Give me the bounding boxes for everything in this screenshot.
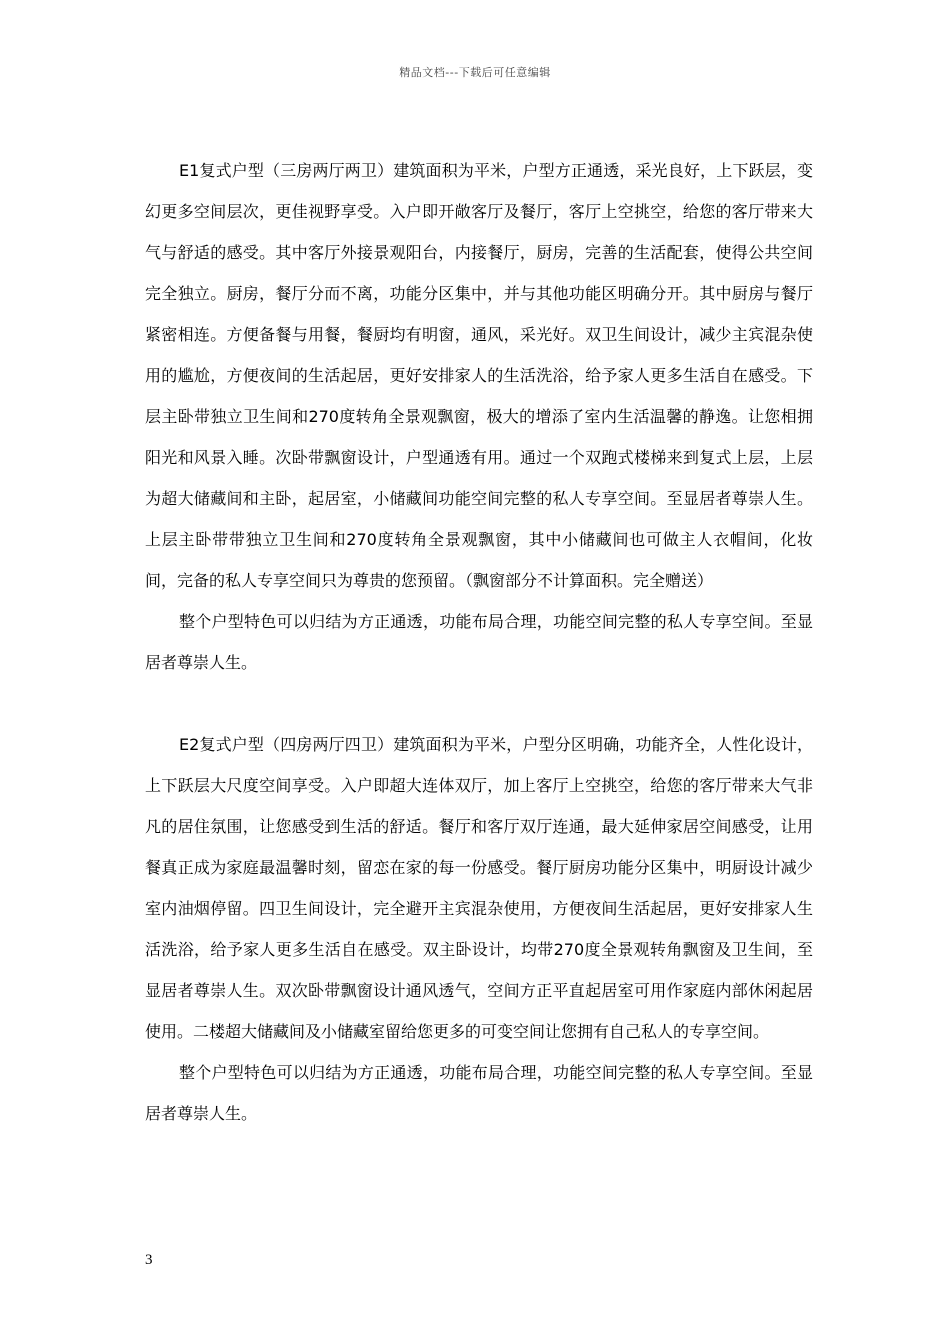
page-number: 3 xyxy=(145,1252,153,1268)
page-header: 精品文档---下载后可任意编辑 xyxy=(399,66,551,79)
document-body xyxy=(145,150,813,1134)
e1-summary-paragraph: 整个户型特色可以归结为方正通透，功能布局合理，功能空间完整的私人专享空间。至显居者尊崇人生。 xyxy=(145,612,813,672)
section-spacer xyxy=(145,683,813,724)
e2-summary-paragraph: 整个户型特色可以归结为方正通透，功能布局合理，功能空间完整的私人专享空间。至显居者尊崇人生。 xyxy=(145,1063,813,1123)
e2-description-paragraph: E2复式户型（四房两厅四卫）建筑面积为平米，户型分区明确，功能齐全，人性化设计，上下跃层大尺度空间享受。入户即超大连体双厅，加上客厅上空挑空，给您的客厅带来大气非凡的居住氛围，让您感受到生活的舒适。餐厅和客厅双厅连通，最大延伸家居空间感受，让用餐真正成为家庭最温馨时刻，留恋在家的每一份感受。餐厅厨房功能分区集中，明厨设计减少室内油烟停留。四卫生间设计，完全避开主宾混杂使用，方便夜间生活起居，更好安排家人生活洗浴，给予家人更多生活自在感受。双主卧设计，均带270度全景观转角飘窗及卫生间，至显居者尊崇人生。双次卧带飘窗设计通风透气，空间方正平直起居室可用作家庭内部休闲起居使用。二楼超大储藏间及小储藏室留给您更多的可变空间让您拥有自己私人的专享空间。 xyxy=(145,735,813,1041)
e1-description-paragraph: E1复式户型（三房两厅两卫）建筑面积为平米，户型方正通透，采光良好，上下跃层，变幻更多空间层次，更佳视野享受。入户即开敞客厅及餐厅，客厅上空挑空，给您的客厅带来大气与舒适的感受。其中客厅外接景观阳台，内接餐厅，厨房，完善的生活配套，使得公共空间完全独立。厨房，餐厅分而不离，功能分区集中，并与其他功能区明确分开。其中厨房与餐厅紧密相连。方便备餐与用餐，餐厨均有明窗，通风，采光好。双卫生间设计，减少主宾混杂使用的尴尬，方便夜间的生活起居，更好安排家人的生活洗浴，给予家人更多生活自在感受。下层主卧带独立卫生间和270度转角全景观飘窗，极大的增添了室内生活温馨的静逸。让您相拥阳光和风景入睡。次卧带飘窗设计，户型通透有用。通过一个双跑式楼梯来到复式上层，上层为超大储藏间和主卧，起居室，小储藏间功能空间完整的私人专享空间。至显居者尊崇人生。上层主卧带带独立卫生间和270度转角全景观飘窗，其中小储藏间也可做主人衣帽间，化妆间，完备的私人专享空间只为尊贵的您预留。（飘窗部分不计算面积。完全赠送） xyxy=(145,161,813,590)
